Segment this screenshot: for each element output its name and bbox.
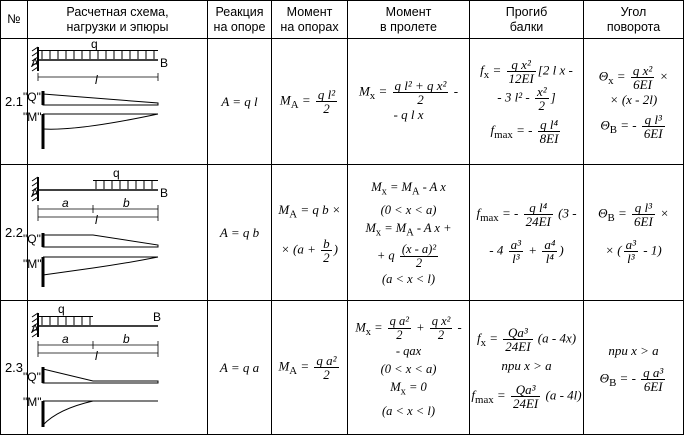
header-row [1,1,684,39]
angle-cell: $\Theta_B$ = $\frac{\text{q l³}}{6EI}$ × × ( $\frac{\text{a³}}{\text{l³}}$ - 1) [584,165,684,301]
reaction-cell: A = q a [208,301,272,435]
header-moment-support: Момент на опорах [272,1,348,39]
label-M: "M" [23,395,42,409]
deflection-cell: $f_x$ = $\frac{\text{Qa³}}{24EI}$ (a - 4x) при x > a $f_{max}$ = $\frac{\text{Qa³}}{24EI}$ (a - 4l) [470,301,584,435]
label-b: b [123,196,130,210]
angle-cell: $\Theta_x$ = $\frac{\text{q x²}}{6EI}$ × × (x - 2l) $\Theta_B$ = - $\frac{\text{q l³}}{6EI}$ [584,39,684,165]
scheme-2-3 [23,301,208,429]
row-number: 2.3 [1,301,28,435]
label-Q: "Q" [23,90,41,104]
label-Q: "Q" [23,370,41,384]
scheme-2-2 [23,165,208,295]
label-l: l [95,213,98,227]
table-row [1,39,684,165]
deflection-cell: $f_x$ = $\frac{\text{q x²}}{12EI}$ [2 l x - - 3 l² - $\frac{\text{x²}}{2}$ ] $f_{max}$ = - $\frac{\text{q l⁴}}{8EI}$ [470,39,584,165]
label-B: B [153,310,162,324]
table-row [1,165,684,301]
label-M: "M" [23,257,42,271]
table-row [1,301,684,435]
beam-scheme-diagram [23,301,208,435]
moment-span-cell: $M_x = M_A - A$ x (0 < x < a) $M_x = M_A - A$ x + + q $\frac{\text{(x - a)²}}{2}$ (a < x < l) [348,165,470,301]
scheme-2-1 [23,37,208,159]
reaction-cell: A = q b [208,165,272,301]
moment-support-cell: $M_A$ = $\frac{\text{q l²}}{2}$ [272,39,348,165]
row-number: 2.1 [1,39,28,165]
moment-span-cell: $M_x$ = $\frac{\text{q a²}}{2}$ + $\frac{\text{q x²}}{2}$ - - qax (0 < x < a) $M_x = 0$ (a < x < l) [348,301,470,435]
beam-scheme-diagram [23,37,208,165]
label-l: l [95,73,98,87]
label-q: q [113,166,120,180]
label-A: A [31,56,40,70]
label-q: q [58,302,65,316]
header-scheme: Расчетная схема, нагрузки и эпюры [28,1,208,39]
row-number: 2.2 [1,165,28,301]
label-A: A [31,322,40,336]
label-q: q [91,37,98,51]
label-l: l [95,349,98,363]
reaction-cell: A = q l [208,39,272,165]
moment-support-cell: $M_A = q$ b × × (a + $\frac{b}{2}$ ) [272,165,348,301]
header-moment-span: Момент в пролете [348,1,470,39]
header-deflection: Прогиб балки [470,1,584,39]
label-A: A [31,186,40,200]
header-num: № [1,1,28,39]
angle-cell: при x > a $\Theta_B$ = - $\frac{\text{q a³}}{6EI}$ [584,301,684,435]
label-B: B [160,186,169,200]
moment-support-cell: $M_A$ = $\frac{\text{q a²}}{2}$ [272,301,348,435]
label-M: "M" [23,110,42,124]
beam-scheme-diagram [23,165,208,301]
header-reaction: Реакция на опоре [208,1,272,39]
label-a: a [62,332,69,346]
deflection-cell: $f_{max}$ = - $\frac{\text{q l⁴}}{24EI}$ (3 - - 4 $\frac{\text{a³}}{\text{l³}}$ + $\frac{\text{a⁴}}{\text{l⁴}}$ ) [470,165,584,301]
label-a: a [62,196,69,210]
label-b: b [123,332,130,346]
moment-span-cell: $M_x$ = $\frac{\text{q l² + q x²}}{2}$ - - q l x [348,39,470,165]
label-B: B [160,56,169,70]
header-angle: Угол поворота [584,1,684,39]
label-Q: "Q" [23,232,41,246]
